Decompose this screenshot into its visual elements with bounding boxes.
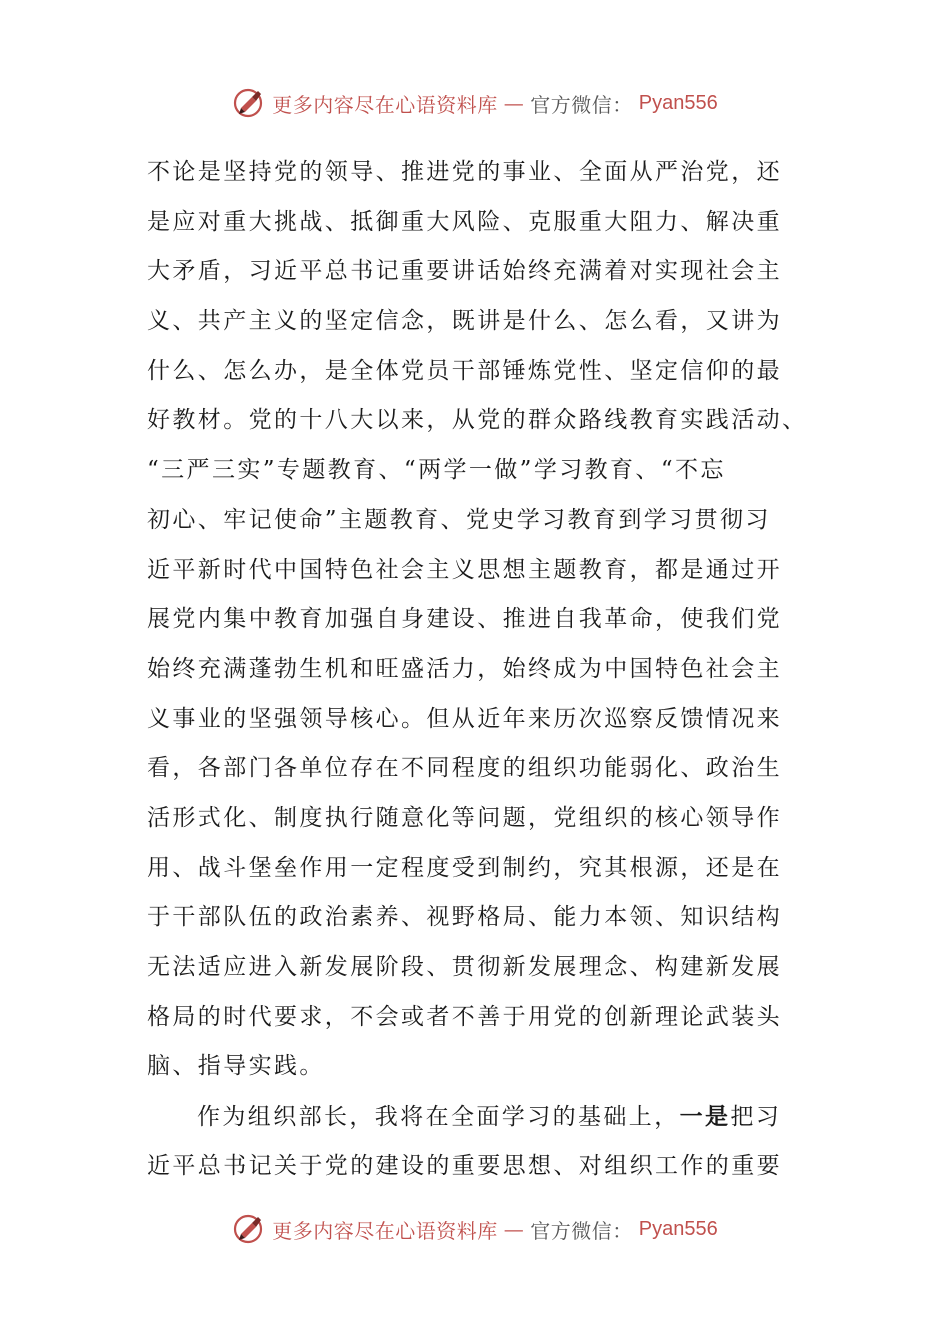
footer-site-text: 更多内容尽在心语资料库 xyxy=(272,1218,498,1243)
text-line: 始终充满蓬勃生机和旺盛活力，始终成为中国特色社会主 xyxy=(147,655,782,682)
pen-logo-icon xyxy=(232,1212,266,1246)
text-line: 大矛盾，习近平总书记重要讲话始终充满着对实现社会主 xyxy=(147,258,782,285)
header-wechat-id: Pyan556 xyxy=(638,91,718,114)
document-body xyxy=(147,148,807,1191)
text-line: 近平总书记关于党的建设的重要思想、对组织工作的重要 xyxy=(147,1152,782,1179)
footer-wechat-label: 官方微信： xyxy=(530,1218,633,1243)
para2-text-post: 把习 xyxy=(730,1104,782,1131)
text-line: 看，各部门各单位存在不同程度的组织功能弱化、政治生 xyxy=(147,755,782,782)
text-line: 不论是坚持党的领导、推进党的事业、全面从严治党，还 xyxy=(147,159,782,185)
text-line: 近平新时代中国特色社会主义思想主题教育，都是通过开 xyxy=(147,556,782,583)
footer-wechat-id: Pyan556 xyxy=(638,1217,718,1240)
text-line: 好教材。党的十八大以来，从党的群众路线教育实践活动、 xyxy=(147,407,808,434)
text-line: 初心、牢记使命”主题教育、党史学习教育到学习贯彻习 xyxy=(147,506,771,533)
text-line: 用、战斗堡垒作用一定程度受到制约，究其根源，还是在 xyxy=(147,854,782,881)
text-line: 活形式化、制度执行随意化等问题，党组织的核心领导作 xyxy=(147,804,782,831)
para2-bold-marker: 一是 xyxy=(679,1103,731,1131)
text-line: 脑、指导实践。 xyxy=(147,1053,325,1080)
text-line: 于干部队伍的政治素养、视野格局、能力本领、知识结构 xyxy=(147,904,782,931)
text-line: “三严三实”专题教育、“两学一做”学习教育、“不忘 xyxy=(147,457,726,484)
text-line: 是应对重大挑战、抵御重大风险、克服重大阻力、解决重 xyxy=(147,208,782,235)
text-line: 义事业的坚强领导核心。但从近年来历次巡察反馈情况来 xyxy=(147,705,782,732)
text-line: 展党内集中教育加强自身建设、推进自我革命，使我们党 xyxy=(147,606,782,633)
para2-text-pre: 作为组织部长，我将在全面学习的基础上， xyxy=(197,1104,680,1131)
footer-dash: — xyxy=(503,1217,525,1241)
header-site-text: 更多内容尽在心语资料库 xyxy=(272,92,498,117)
text-line: 什么、怎么办，是全体党员干部锤炼党性、坚定信仰的最 xyxy=(147,357,782,384)
header-banner xyxy=(0,83,950,123)
paragraph-2-first-line xyxy=(147,1092,807,1142)
text-line: 义、共产主义的坚定信念，既讲是什么、怎么看，又讲为 xyxy=(147,308,782,335)
text-line: 格局的时代要求，不会或者不善于用党的创新理论武装头 xyxy=(147,1003,782,1030)
text-line: 无法适应进入新发展阶段、贯彻新发展理念、构建新发展 xyxy=(147,954,782,980)
header-dash: — xyxy=(503,91,525,115)
footer-banner xyxy=(0,1209,950,1249)
pen-logo-icon xyxy=(232,86,266,120)
header-wechat-label: 官方微信： xyxy=(530,92,633,117)
